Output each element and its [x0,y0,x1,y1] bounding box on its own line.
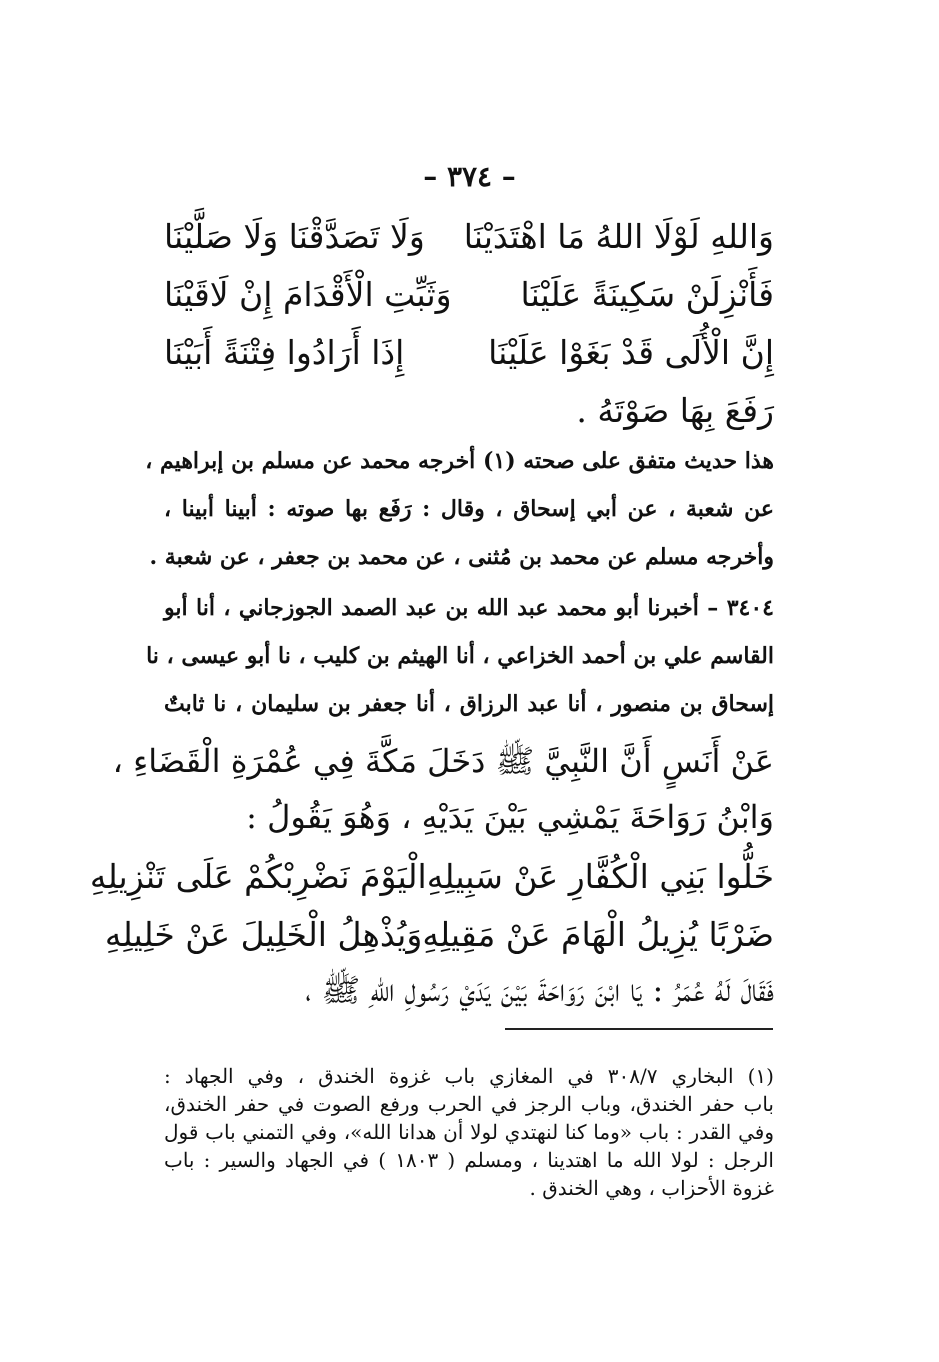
verse-line [164,324,774,382]
verse-line [164,266,774,324]
footnotes [164,1062,774,1202]
verse-second-hemistich: وَثَبِّتِ الْأَقْدَامَ إِنْ لَاقَيْنَا [164,275,452,314]
text-line: إسحاق بن منصور ، أنا عبد الرزاق ، أنا جعفر بن سليمان ، نا ثابتٌ [164,691,774,717]
poem-tail-line: رَفَعَ بِهَا صَوْتَهُ . [576,391,774,430]
footnote-line: وفي القدر : باب «وما كنا لنهتدي لولا أن هدانا الله»، وفي التمني باب قول [164,1120,774,1144]
verse-first-hemistich: فَأَنْزِلَنْ سَكِينَةً عَلَيْنَا [520,275,774,314]
poem-second [89,848,774,964]
verse-first-hemistich: إِنَّ الْأُلَى قَدْ بَغَوْا عَلَيْنَا [488,333,774,372]
footnote-line: غزوة الأحزاب ، وهي الخندق . [529,1176,774,1200]
verse-line [104,906,774,964]
poem-first [164,208,774,440]
footnote-divider [505,1028,773,1030]
text-line: وَابْنُ رَوَاحَةَ يَمْشِي بَيْنَ يَدَيْهِ ، وَهُوَ يَقُولُ : [246,798,774,836]
text-line: القاسم علي بن أحمد الخزاعي ، أنا الهيثم بن كليب ، نا أبو عيسى ، نا [146,643,774,669]
text-line: هذا حديث متفق على صحته (١) أخرجه محمد عن مسلم بن إبراهيم ، [145,448,774,474]
verse-second-hemistich: وَلَا تَصَدَّقْنَا وَلَا صَلَّيْنَا [164,217,425,256]
hadith-isnad [146,584,774,728]
verse-first-hemistich: خَلُّوا بَنِي الْكُفَّارِ عَنْ سَبِيلِهِ [426,857,774,896]
verse-line [89,848,774,906]
verse-first-hemistich: وَاللهِ لَوْلَا اللهُ مَا اهْتَدَيْنَا [463,217,774,256]
footnote-line: الرجل : لولا الله ما اهتدينا ، ومسلم ( ١٨٠٣ ) في الجهاد والسير : باب [164,1148,774,1172]
hadith-commentary [145,437,774,581]
text-line: وأخرجه مسلم عن محمد بن مُثنى ، عن محمد بن جعفر ، عن شعبة . [149,544,774,570]
text-line: ٣٤٠٤ – أخبرنا أبو محمد عبد الله بن عبد الصمد الجوزجاني ، أنا أبو [164,595,774,621]
verse-second-hemistich: وَيُذْهِلُ الْخَلِيلَ عَنْ خَلِيلِهِ [104,915,423,954]
hadith-matn-continued [164,962,774,1018]
footnote-line: (١) البخاري ٣٠٨/٧ في المغازي باب غزوة الخندق ، وفي الجهاد : [164,1064,774,1088]
verse-second-hemistich: إِذَا أَرَادُوا فِتْنَةً أَبَيْنَا [164,333,405,372]
text-line: فَقَالَ لَهُ عُمَرُ : يَا ابْنَ رَوَاحَةَ بَيْنَ يَدَيْ رَسُولِ اللهِ ﷺ ، [305,971,774,1009]
text-line: عَنْ أَنَسٍ أَنَّ النَّبِيَّ ﷺ دَخَلَ مَكَّةَ فِي عُمْرَةِ الْقَضَاءِ ، [112,742,774,780]
footnote-line: باب حفر الخندق، وباب الرجز في الحرب ورفع الصوت في حفر الخندق، [164,1092,774,1116]
hadith-matn [112,733,774,845]
text-line: عن شعبة ، عن أبي إسحاق ، وقال : رَفَع بها صوته : أبينا أبينا ، [164,496,774,522]
page-number: – ٣٧٤ – [423,160,516,193]
verse-line [164,208,774,266]
verse-first-hemistich: ضَرْبًا يُزِيلُ الْهَامَ عَنْ مَقِيلِهِ [422,915,774,954]
verse-second-hemistich: الْيَوْمَ نَضْرِبْكُمْ عَلَى تَنْزِيلِهِ [89,857,427,896]
